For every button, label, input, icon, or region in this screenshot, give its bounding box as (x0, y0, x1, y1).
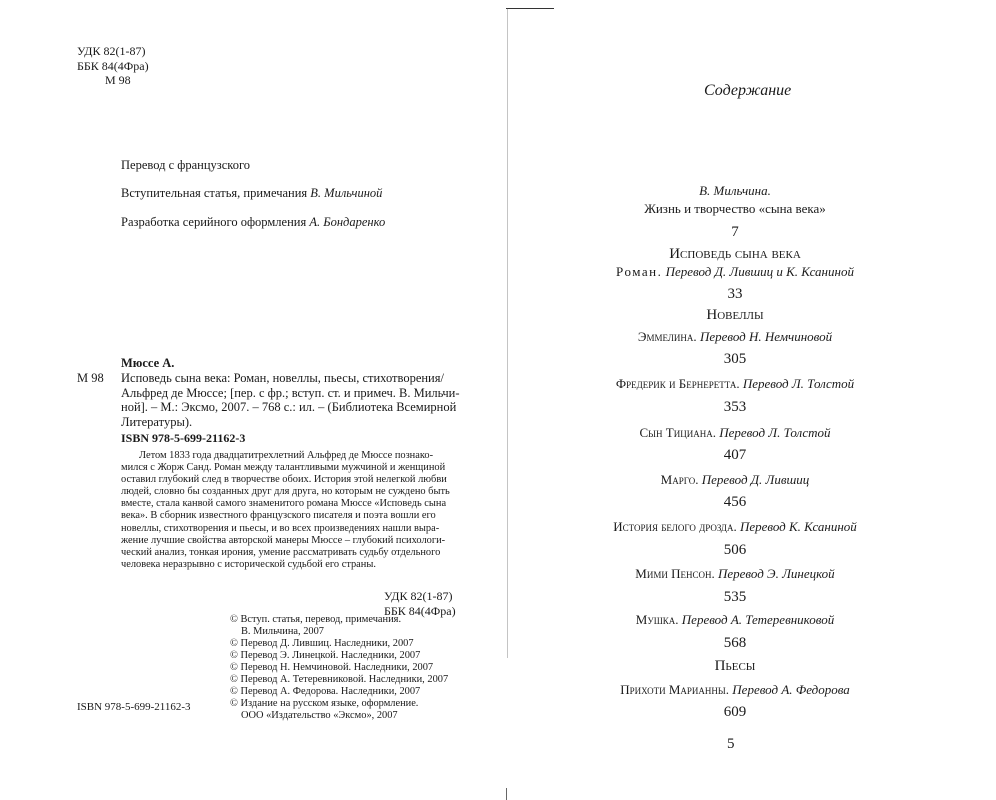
toc-entry-margot: Марго. Перевод Д. Лившиц (660, 472, 810, 487)
toc-entry-frederic: Фредерик и Бернеретта. Перевод Л. Толстой (615, 376, 855, 391)
copyright-line: © Издание на русском языке, оформление. (230, 698, 419, 709)
toc-entry-marianne: Прихоти Марианны. Перевод А. Федорова (620, 682, 850, 697)
toc-page-number: 456 (723, 494, 747, 510)
essay-title: Жизнь и творчество «сына века» (644, 201, 826, 216)
intro-credit: Вступительная статья, примечания В. Мильчиной (121, 186, 383, 200)
toc-page-number: 353 (723, 399, 747, 415)
copyright-line: © Вступ. статья, перевод, примечания. (230, 614, 402, 625)
copyright-line: © Перевод Э. Линецкой. Наследники, 2007 (230, 650, 421, 661)
biblio-line: Альфред де Мюссе; [пер. с фр.; вступ. ст. и примеч. В. Мильчи- (121, 385, 460, 400)
annotation-line: ческий анализ, тонкая ирония, умение рассматривать судьбу отдельного (121, 546, 441, 558)
biblio-line: Исповедь сына века: Роман, новеллы, пьесы, стихотворения/ (121, 371, 444, 385)
bbk-line: ББК 84(4Фра) (384, 603, 456, 618)
confession-title: Исповедь сына века (669, 246, 801, 262)
udk-classification-top (77, 44, 149, 88)
author-mark: М 98 (105, 73, 131, 87)
annotation-line: мился с Жорж Санд. Роман между талантливыми мужчиной и женщиной (121, 462, 446, 474)
biblio-isbn: ISBN 978-5-699-21162-3 (121, 431, 246, 445)
copyright-line: ООО «Издательство «Эксмо», 2007 (241, 710, 398, 721)
page-folio: 5 (727, 736, 735, 752)
annotation (121, 450, 471, 571)
biblio-line: Литературы). (121, 414, 193, 429)
page-fold-mark (506, 8, 554, 9)
udk-line: УДК 82(1-87) (77, 44, 146, 58)
translation-credit: Перевод с французского (121, 158, 251, 172)
essay-author: В. Мильчина. (699, 183, 771, 198)
toc-title: Содержание (704, 82, 792, 99)
page-fold-mark-bottom (506, 788, 507, 800)
annotation-line: людей, словно бы созданных друг для друга, но которым не суждено быть (121, 486, 450, 498)
toc-entry-white-blackbird: История белого дрозда. Перевод К. Ксаниной (613, 519, 857, 534)
biblio-code: М 98 (77, 371, 104, 385)
toc-entry-mouche: Мушка. Перевод А. Тетеревниковой (635, 612, 835, 627)
page-gutter (507, 8, 508, 658)
udk-line: УДК 82(1-87) (384, 589, 453, 603)
biblio-description (121, 371, 466, 429)
toc-page-number: 568 (723, 635, 747, 651)
annotation-line: новеллы, стихотворения и пьесы, и во всех произведениях нашли выра- (121, 522, 440, 534)
confession-entry: Роман. Перевод Д. Лившиц и К. Ксаниной (616, 264, 854, 279)
essay-page-number: 7 (731, 224, 739, 240)
copyright-line: В. Мильчина, 2007 (241, 626, 324, 637)
plays-heading: Пьесы (714, 658, 756, 674)
annotation-line: человека неразрывно с исторической судьбой его страны. (121, 558, 376, 570)
novellas-heading: Новеллы (706, 307, 764, 323)
bbk-line: ББК 84(4Фра) (77, 58, 149, 73)
toc-page-number: 305 (723, 351, 747, 367)
toc-page-number: 506 (723, 542, 747, 558)
copyright-line: © Перевод Д. Лившиц. Наследники, 2007 (230, 638, 414, 649)
annotation-line: оставил глубокий след в творчестве обоих. История этой нелегкой любви (121, 474, 447, 486)
biblio-author: Мюссе А. (121, 356, 175, 370)
copyright-line: © Перевод А. Тетеревниковой. Наследники, 2007 (230, 674, 449, 685)
design-credit: Разработка серийного оформления А. Бондаренко (121, 215, 386, 229)
toc-page-number: 535 (723, 589, 747, 605)
copyright-block (230, 614, 448, 722)
annotation-line: века». В сборник известного французского писателя и поэта вошли его (121, 510, 436, 522)
annotation-line: жение лучшие свойства авторской манеры Мюссе – глубокий психологи- (121, 534, 446, 546)
copyright-line: © Перевод Н. Немчиновой. Наследники, 2007 (230, 662, 434, 673)
biblio-line: ной]. – М.: Эксмо, 2007. – 768 с.: ил. – (Библиотека Всемирной (121, 400, 457, 414)
confession-page-number: 33 (727, 286, 743, 302)
annotation-line: Летом 1833 года двадцатитрехлетний Альфред де Мюссе познако- (139, 450, 434, 461)
isbn-footer: ISBN 978-5-699-21162-3 (77, 701, 191, 713)
toc-page-number: 407 (723, 447, 747, 463)
toc-entry-mimi-pinson: Мими Пенсон. Перевод Э. Линецкой (635, 566, 835, 581)
annotation-line: вместе, стала канвой самого знаменитого романа Мюссе «Исповедь сына (121, 498, 447, 510)
copyright-line: © Перевод А. Федорова. Наследники, 2007 (230, 686, 421, 697)
toc-entry-titian-son: Сын Тициана. Перевод Л. Толстой (639, 425, 831, 440)
toc-entry-emmeline: Эммелина. Перевод Н. Немчиновой (637, 329, 833, 344)
toc-page-number: 609 (723, 704, 747, 720)
